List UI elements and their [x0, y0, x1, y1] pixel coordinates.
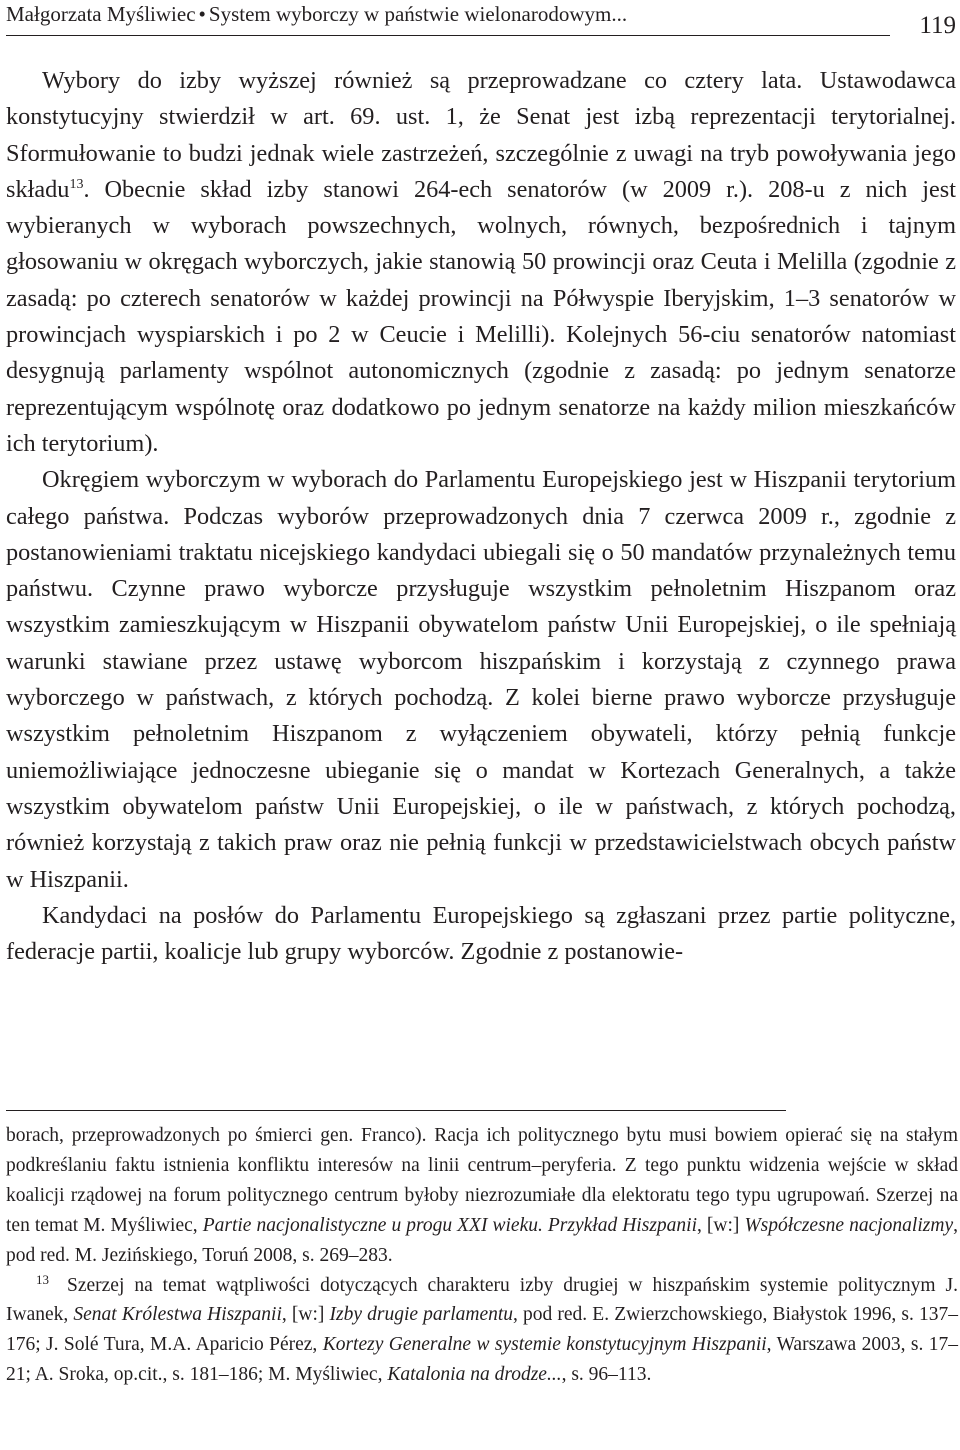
header-rule — [6, 35, 890, 36]
footnote-reference: 13 — [69, 176, 84, 192]
header-separator: • — [198, 2, 206, 26]
main-text — [6, 63, 956, 970]
header-title: System wyborczy w państwie wielonarodowym... — [208, 2, 628, 26]
footnote-text: , pod red. E. Zwierzchowskiego, Białystok 1996, s. 137–176; J. Solé Tura, M.A. Aparicio Pérez, — [6, 1304, 958, 1356]
footnote-rule — [6, 1110, 786, 1111]
footnote-number: 13 — [36, 1271, 49, 1287]
paragraph — [6, 63, 956, 462]
footnote-title: Kortezy Generalne w systemie konstytucyjnym Hiszpanii — [322, 1334, 767, 1356]
footnote-text: Szerzej na temat wątpliwości dotyczących charakteru izby drugiej w hiszpańskim systemie politycznym J. Iwanek, — [6, 1274, 958, 1326]
header-author: Małgorzata Myśliwiec — [6, 2, 196, 26]
running-head — [6, 2, 627, 26]
paragraph: Kandydaci na posłów do Parlamentu Europejskiego są zgłaszani przez partie polityczne, federacje partii, koalicje lub grupy wyborców. Zgodnie z postanowie- — [6, 901, 956, 966]
footnote-text: borach, przeprowadzonych po śmierci gen. Franco). Racja ich politycznego bytu musi bowiem opierać się na stałym podkreślaniu faktu istnienia konfliktu interesów na linii centrum–peryferia. Z tego punktu widzenia wejście w skład koalicji rządowej na forum politycznego centrum byłoby niezrozumiałe dla elektoratu tego typu ugrupowań. Szerzej na ten temat M. Myśliwiec, — [6, 1125, 958, 1236]
footnote-title: Senat Królestwa Hiszpanii — [73, 1304, 282, 1326]
footnote-13 — [6, 1271, 958, 1391]
footnotes — [6, 1121, 958, 1390]
page-number: 119 — [919, 12, 956, 39]
running-header — [6, 0, 958, 42]
paragraph-text: Wybory do izby wyższej również są przeprowadzane co cztery lata. Ustawodawca konstytucyjny stwierdził w art. 69. ust. 1, że Senat jest izbą reprezentacji terytorialnej. Sformułowanie to budzi jednak wiele zastrzeżeń, szczególnie z uwagi na tryb powoływania jego składu — [6, 67, 956, 203]
footnote-title: Współczesne nacjonalizmy — [744, 1214, 954, 1236]
paragraph-text: . Obecnie skład izby stanowi 264-ech senatorów (w 2009 r.). 208-u z nich jest wybieranych w wyborach powszechnych, wolnych, równych, bezpośrednich i tajnym głosowaniu w okręgach wyborczych, jakie stanowią 50 prowincji oraz Ceuta i Melilla (zgodnie z zasadą: po czterech senatorów w każdej prowincji na Półwyspie Iberyjskim, 1–3 senatorów w prowincjach wyspiarskich i po 2 w Ceucie i Melilli). Kolejnych 56-ciu senatorów natomiast desygnują parlamenty wspólnot autonomicznych (zgodnie z zasadą: po jednym senatorze reprezentującym wspólnotę oraz dodatkowo po jednym senatorze na każdy milion mieszkańców ich terytorium). — [6, 175, 956, 457]
footnote-title: Katalonia na drodze... — [387, 1364, 562, 1386]
footnote-continuation — [6, 1121, 958, 1271]
footnote-text: , [w:] — [281, 1304, 330, 1326]
footnote-text: , pod red. M. Jezińskiego, Toruń 2008, s. 269–283. — [6, 1214, 958, 1266]
paragraph: Okręgiem wyborczym w wyborach do Parlamentu Europejskiego jest w Hiszpanii terytorium całego państwa. Podczas wyborów przeprowadzonych dnia 7 czerwca 2009 r., zgodnie z postanowieniami traktatu nicejskiego kandydaci ubiegali się o 50 mandatów przynależnych temu państwu. Czynne prawo wyborcze przysługuje wszystkim pełnoletnim Hiszpanom oraz wszystkim zamieszkującym w Hiszpanii obywatelom państw Unii Europejskiej, o ile spełniają warunki stawiane przez ustawę wyborcom hiszpańskim i korzystają z czynnego prawa wyborczego w państwach, z których pochodzą. Z kolei bierne prawo wyborcze przysługuje wszystkim pełnoletnim Hiszpanom z wyłączeniem obywateli, którzy pełnią funkcje uniemożliwiające jednoczesne ubieganie się o mandat w Kortezach Generalnych, a także wszystkim obywatelom państw Unii Europejskiej, o ile w państwach, z których pochodzą, również korzystają z takich praw oraz nie pełnią funkcji w przedstawicielstwach obcych państw w Hiszpanii. — [6, 466, 956, 893]
footnote-title: Partie nacjonalistyczne u progu XXI wieku. Przykład Hiszpanii — [202, 1214, 697, 1236]
footnote-text: , [w:] — [697, 1214, 745, 1236]
footnote-title: Izby drugie parlamentu — [329, 1304, 514, 1326]
footnote-text: , s. 96–113. — [561, 1364, 652, 1386]
footnote-text: , Warszawa 2003, s. 17–21; A. Sroka, op.cit., s. 181–186; M. Myśliwiec, — [6, 1334, 958, 1386]
